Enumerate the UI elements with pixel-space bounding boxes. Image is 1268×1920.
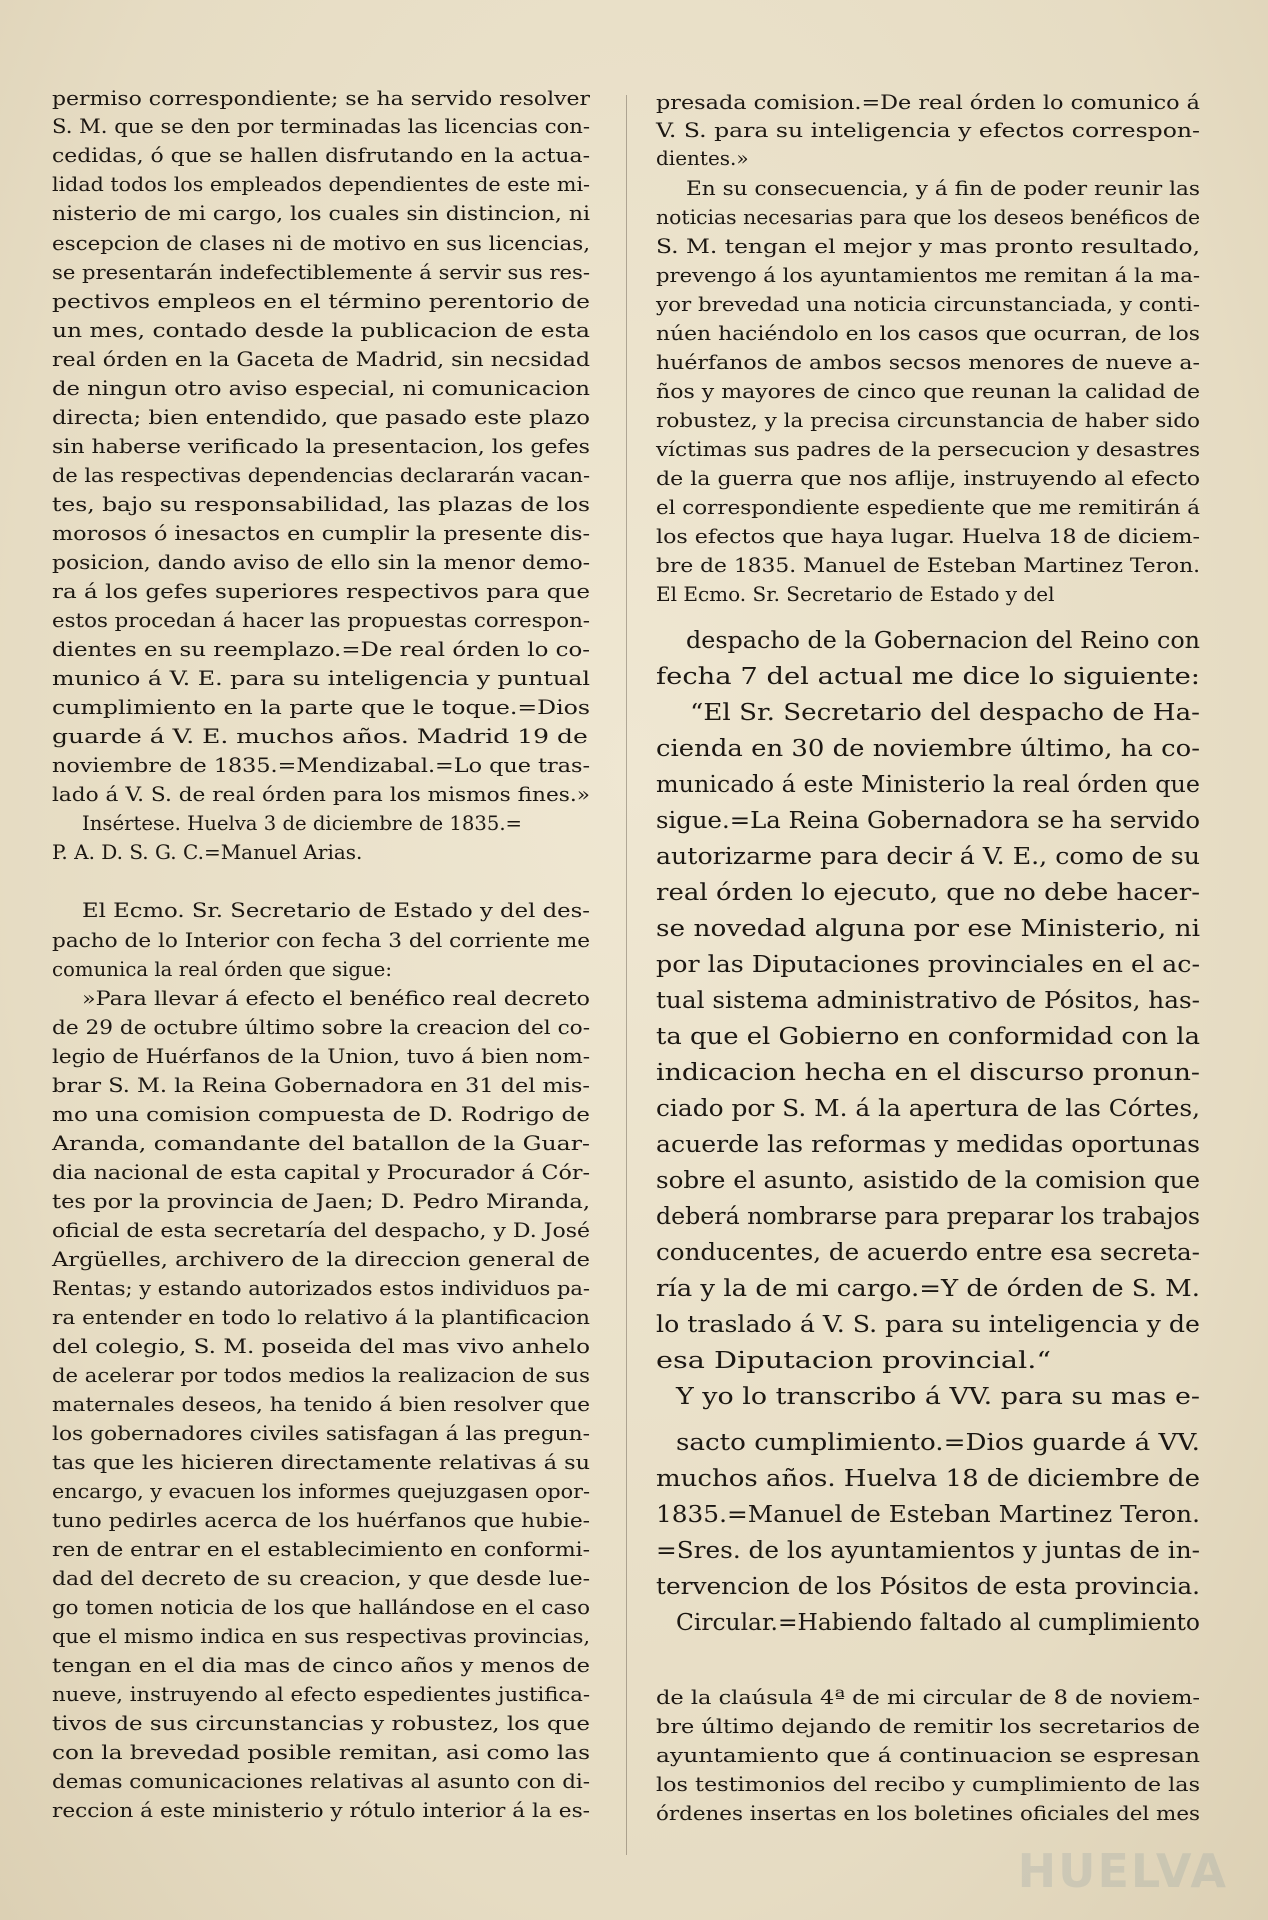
right-line: El Ecmo. Sr. Secretario de Estado y del <box>656 582 1055 606</box>
right-line: S. M. tengan el mejor y mas pronto resultado, <box>656 234 1200 258</box>
left-line: dientes en su reemplazo.=De real órden lo co- <box>52 637 590 661</box>
left-line: con la brevedad posible remitan, asi como las <box>52 1740 590 1764</box>
right-line: lo traslado á V. S. para su inteligencia y de <box>656 1312 1200 1338</box>
left-line: guarde á V. E. muchos años. Madrid 19 de <box>52 724 588 748</box>
left-line: un mes, contado desde la publicacion de esta <box>52 318 590 342</box>
left-line: dia nacional de esta capital y Procurador á Cór- <box>52 1160 590 1184</box>
left-line: nueve, instruyendo al efecto espedientes justifica- <box>52 1682 590 1706</box>
right-line: bre último dejando de remitir los secretarios de <box>656 1714 1200 1738</box>
left-line: »Para llevar á efecto el benéfico real decreto <box>82 986 590 1010</box>
left-line: go tomen noticia de los que hallándose en el caso <box>52 1595 590 1619</box>
left-line: morosos ó inesactos en cumplir la presente dis- <box>52 521 590 545</box>
right-line: sigue.=La Reina Gobernadora se ha servido <box>656 808 1200 834</box>
right-line: conducentes, de acuerdo entre esa secreta- <box>656 1240 1200 1266</box>
left-line: cumplimiento en la parte que le toque.=Dios <box>52 695 590 719</box>
right-line: V. S. para su inteligencia y efectos correspon- <box>656 118 1200 142</box>
right-line: En su consecuencia, y á fin de poder reunir las <box>686 176 1200 200</box>
right-line: huérfanos de ambos secsos menores de nueve a- <box>656 350 1200 374</box>
left-line: tes, bajo su responsabilidad, las plazas de los <box>52 492 590 516</box>
left-line: se presentarán indefectiblemente á servir sus res- <box>52 260 590 284</box>
left-line: ra á los gefes superiores respectivos para que <box>52 579 590 603</box>
left-line: cedidas, ó que se hallen disfrutando en la actua- <box>52 143 590 167</box>
right-line: órdenes insertas en los boletines oficiales del mes <box>656 1801 1200 1825</box>
left-line: S. M. que se den por terminadas las licencias con- <box>52 114 590 138</box>
left-line: maternales deseos, ha tenido á bien resolver que <box>52 1392 590 1416</box>
column-divider <box>626 95 627 1855</box>
right-line: bre de 1835. Manuel de Esteban Martinez Teron. <box>656 553 1200 577</box>
right-line: acuerde las reformas y medidas oportunas <box>656 1132 1200 1158</box>
right-line: dientes.» <box>656 146 749 170</box>
right-line: esa Diputacion provincial.“ <box>656 1348 1052 1374</box>
right-line: el correspondiente espediente que me remitirán á <box>656 495 1200 519</box>
right-line: ría y la de mi cargo.=Y de órden de S. M. <box>656 1276 1200 1302</box>
left-line: sin haberse verificado la presentacion, los gefes <box>52 434 590 458</box>
right-line: por las Diputaciones provinciales en el ac- <box>656 952 1200 978</box>
left-line: que el mismo indica en sus respectivas provincias, <box>52 1624 590 1648</box>
left-line: estos procedan á hacer las propuestas correspon- <box>52 608 590 632</box>
left-line: noviembre de 1835.=Mendizabal.=Lo que tras- <box>52 753 590 777</box>
right-line: Circular.=Habiendo faltado al cumplimiento <box>676 1610 1200 1636</box>
left-line: demas comunicaciones relativas al asunto con di- <box>52 1769 590 1793</box>
right-line: ciado por S. M. á la apertura de las Córtes, <box>656 1096 1200 1122</box>
left-line: de las respectivas dependencias declararán vacan- <box>52 463 590 487</box>
right-line: despacho de la Gobernacion del Reino con <box>686 628 1200 654</box>
right-line: municado á este Ministerio la real órden que <box>656 772 1200 798</box>
right-line: presada comision.=De real órden lo comunico á <box>656 90 1200 114</box>
right-line: 1835.=Manuel de Esteban Martinez Teron. <box>656 1502 1200 1528</box>
left-line: real órden en la Gaceta de Madrid, sin necsidad <box>52 347 590 371</box>
right-line: “El Sr. Secretario del despacho de Ha- <box>690 700 1200 726</box>
left-line: posicion, dando aviso de ello sin la menor demo- <box>52 550 590 574</box>
right-line: los testimonios del recibo y cumplimiento de las <box>656 1772 1200 1796</box>
left-line: munico á V. E. para su inteligencia y puntual <box>52 666 590 690</box>
left-line: ra entender en todo lo relativo á la plantificacion <box>52 1305 590 1329</box>
left-line: del colegio, S. M. poseida del mas vivo anhelo <box>52 1334 590 1358</box>
right-line: muchos años. Huelva 18 de diciembre de <box>656 1466 1200 1492</box>
left-line: legio de Huérfanos de la Union, tuvo á bien nom- <box>52 1044 590 1068</box>
left-line: pacho de lo Interior con fecha 3 del corriente me <box>52 928 590 952</box>
right-line: fecha 7 del actual me dice lo siguiente: <box>656 664 1200 690</box>
left-line: de acelerar por todos medios la realizacion de sus <box>52 1363 590 1387</box>
left-line: tes por la provincia de Jaen; D. Pedro Miranda, <box>52 1189 590 1213</box>
left-line: comunica la real órden que sigue: <box>52 957 392 981</box>
left-line: El Ecmo. Sr. Secretario de Estado y del des- <box>82 898 590 922</box>
left-line: de ningun otro aviso especial, ni comunicacion <box>52 376 590 400</box>
watermark-huelva: HUELVA <box>1017 1844 1228 1898</box>
left-line: lidad todos los empleados dependientes de este mi- <box>52 172 590 196</box>
right-line: tervencion de los Pósitos de esta provincia. <box>656 1574 1200 1600</box>
right-line: tual sistema administrativo de Pósitos, has- <box>656 988 1200 1014</box>
left-line: Insértese. Huelva 3 de diciembre de 1835.= <box>82 811 522 835</box>
right-line: ños y mayores de cinco que reunan la calidad de <box>656 379 1200 403</box>
right-line: deberá nombrarse para preparar los trabajos <box>656 1204 1200 1230</box>
right-line: prevengo á los ayuntamientos me remitan á la ma- <box>656 263 1200 287</box>
left-line: directa; bien entendido, que pasado este plazo <box>52 405 590 429</box>
right-line: noticias necesarias para que los deseos benéficos de <box>656 205 1200 229</box>
left-line: oficial de esta secretaría del despacho, y D. José <box>52 1218 590 1242</box>
left-line: escepcion de clases ni de motivo en sus licencias, <box>52 231 590 255</box>
left-line: ren de entrar en el establecimiento en conformi- <box>52 1537 590 1561</box>
left-line: de 29 de octubre último sobre la creacion del co- <box>52 1015 590 1039</box>
right-line: los efectos que haya lugar. Huelva 18 de diciem- <box>656 524 1200 548</box>
right-line: autorizarme para decir á V. E., como de su <box>656 844 1200 870</box>
left-line: P. A. D. S. G. C.=Manuel Arias. <box>52 840 363 864</box>
left-line: dad del decreto de su creacion, y que desde lue- <box>52 1566 590 1590</box>
right-line: víctimas sus padres de la persecucion y desastres <box>656 437 1200 461</box>
right-line: ta que el Gobierno en conformidad con la <box>656 1024 1200 1050</box>
right-line: se novedad alguna por ese Ministerio, ni <box>656 916 1200 942</box>
right-line: cienda en 30 de noviembre último, ha co- <box>656 736 1200 762</box>
right-line: sacto cumplimiento.=Dios guarde á VV. <box>676 1430 1200 1456</box>
right-line: ayuntamiento que á continuacion se espresan <box>656 1743 1200 1767</box>
right-line: =Sres. de los ayuntamientos y juntas de in- <box>656 1538 1200 1564</box>
left-line: Rentas; y estando autorizados estos individuos pa- <box>52 1276 590 1300</box>
left-line: Argüelles, archivero de la direccion general de <box>52 1247 590 1271</box>
left-line: tengan en el dia mas de cinco años y menos de <box>52 1653 590 1677</box>
right-line: yor brevedad una noticia circunstanciada, y conti- <box>656 292 1200 316</box>
left-line: pectivos empleos en el término perentorio de <box>52 289 590 313</box>
right-line: de la claúsula 4ª de mi circular de 8 de noviem- <box>656 1685 1200 1709</box>
left-line: encargo, y evacuen los informes quejuzgasen opor- <box>52 1479 590 1503</box>
left-line: los gobernadores civiles satisfagan á las pregun- <box>52 1421 590 1445</box>
right-line: núen haciéndolo en los casos que ocurran, de los <box>656 321 1200 345</box>
left-line: permiso correspondiente; se ha servido resolver <box>52 86 590 110</box>
right-line: sobre el asunto, asistido de la comision que <box>656 1168 1200 1194</box>
right-line: Y yo lo transcribo á VV. para su mas e- <box>676 1384 1200 1410</box>
right-line: real órden lo ejecuto, que no debe hacer- <box>656 880 1200 906</box>
left-line: tas que les hicieren directamente relativas á su <box>52 1450 590 1474</box>
left-line: tivos de sus circunstancias y robustez, los que <box>52 1711 590 1735</box>
right-line: robustez, y la precisa circunstancia de haber sido <box>656 408 1200 432</box>
left-line: reccion á este ministerio y rótulo interior á la es- <box>52 1798 590 1822</box>
left-line: brar S. M. la Reina Gobernadora en 31 del mis- <box>52 1073 590 1097</box>
left-line: mo una comision compuesta de D. Rodrigo de <box>52 1102 590 1126</box>
left-line: Aranda, comandante del batallon de la Guar- <box>52 1131 590 1155</box>
right-line: de la guerra que nos aflije, instruyendo al efecto <box>656 466 1200 490</box>
left-line: tuno pedirles acerca de los huérfanos que hubie- <box>52 1508 590 1532</box>
left-line: nisterio de mi cargo, los cuales sin distincion, ni <box>52 201 590 225</box>
right-line: indicacion hecha en el discurso pronun- <box>656 1060 1200 1086</box>
left-line: lado á V. S. de real órden para los mismos fines.» <box>52 782 590 806</box>
